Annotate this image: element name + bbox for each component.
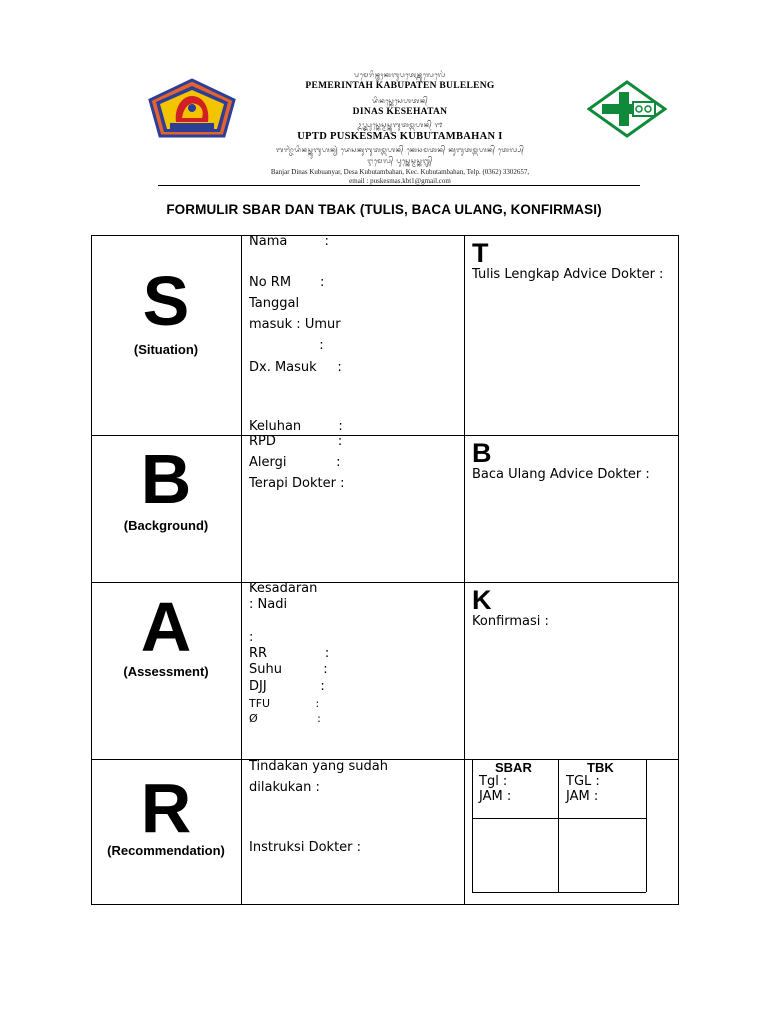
field-dilakukan: dilakukan : xyxy=(249,780,320,795)
table-col-divider-1 xyxy=(241,235,242,904)
letterhead-script-5: ᬇᬫᬾᬮ᭄ ᬧᬸᬲ᭄ᬓᬾᬲ᭄ᬫᬲ᭄ᬓᬩ᭄ᬢ᭄ xyxy=(367,157,433,165)
tbk-header: TBK xyxy=(587,760,614,775)
letterhead-department: DINAS KESEHATAN xyxy=(352,107,448,117)
field-terapi-dokter: Terapi Dokter : xyxy=(249,476,345,491)
situation-letter: S xyxy=(142,262,190,340)
field-rr: RR : xyxy=(249,646,330,661)
table-border-right xyxy=(678,235,679,904)
letterhead-government: PEMERINTAH KABUPATEN BULELENG xyxy=(305,81,495,91)
field-no-rm: No RM : xyxy=(249,275,325,290)
table-divider-b-a xyxy=(91,582,679,583)
tbk-jam: JAM : xyxy=(566,789,599,804)
recommendation-caption: (Recommendation) xyxy=(107,843,225,858)
field-diameter: Ø : xyxy=(249,712,321,725)
letterhead-script-1: ᬧᬫᬾᬭᬶᬦ᭄ᬢᬄᬓᬩᬸᬧᬢᬾᬦ᭄ᬩᬸᬮᬾᬮᬾᬂ xyxy=(354,71,446,79)
sign-border-left xyxy=(472,759,473,892)
baca-ulang-label: Baca Ulang Advice Dokter : xyxy=(472,467,650,482)
field-nama: Nama : xyxy=(249,234,329,249)
table-border-bottom xyxy=(91,904,679,905)
letterhead-address: Banjar Dinas Kubuanyar, Desa Kubutambahan, Kec. Kubutambahan, Telp. (0362) 3302657, xyxy=(270,168,530,176)
sbar-tgl: Tgl : xyxy=(479,774,508,789)
background-caption: (Background) xyxy=(123,518,209,533)
field-suhu: Suhu : xyxy=(249,662,328,677)
puskesmas-emblem-icon xyxy=(587,80,667,138)
situation-caption: (Situation) xyxy=(133,342,199,357)
letterhead-divider xyxy=(158,185,640,186)
letterhead xyxy=(160,68,640,188)
letterhead-script-3: ᬉᬧ᭄ᬢ᭄ᬤ᭄ᬧᬸᬲ᭄ᬓᬾᬲ᭄ᬫᬲ᭄ᬓᬸᬩᬸᬢᬫ᭄ᬩᬳᬦ᭄ ᭑ xyxy=(357,121,443,129)
letterhead-script-4: ᬩᬜ᭄ᬚᬃᬤᬶᬦᬲ᭄ᬓᬸᬩᬸᬳᬦ᭄ᬬᬃ ᬤᬾᬲᬓᬸᬩᬸᬢᬫ᭄ᬩᬳᬦ᭄ ᬓᬾᬘᬫᬢᬦ᭄ ᬓᬸᬩᬸᬢᬫ᭄ᬩᬳᬦ᭄ ᬢᬾᬮ᭄ᬧ᭄ xyxy=(275,146,525,154)
sign-col-divider xyxy=(558,759,559,892)
konfirmasi-letter: K xyxy=(472,585,492,615)
field-alergi: Alergi : xyxy=(249,455,341,470)
sign-border-bottom xyxy=(472,892,646,893)
letterhead-email: email : puskesmas.kbt1@gmail.com xyxy=(349,177,451,185)
field-tanggal: Tanggal xyxy=(249,296,300,311)
table-divider-s-b xyxy=(91,435,679,436)
field-umur-colon: : xyxy=(249,338,324,353)
sign-border-right xyxy=(646,759,647,892)
baca-ulang-letter: B xyxy=(472,438,492,468)
sign-divider xyxy=(472,818,646,819)
letterhead-unit: UPTD PUSKESMAS KUBUTAMBAHAN I xyxy=(297,131,503,142)
tulis-label: Tulis Lengkap Advice Dokter : xyxy=(472,267,664,282)
field-nadi-colon: : xyxy=(249,630,254,645)
table-col-divider-2 xyxy=(464,235,465,904)
letterhead-script-2: ᬤᬶᬦᬲ᭄ᬓᬾᬲᬾᬳᬢᬦ᭄ xyxy=(371,97,429,105)
konfirmasi-label: Konfirmasi : xyxy=(472,614,549,629)
assessment-caption: (Assessment) xyxy=(123,664,209,679)
background-letter: B xyxy=(140,440,192,518)
field-masuk-umur: masuk : Umur xyxy=(249,317,341,332)
field-instruksi-dokter: Instruksi Dokter : xyxy=(249,840,362,855)
tbk-tgl: TGL : xyxy=(566,774,600,789)
sbar-header: SBAR xyxy=(495,760,532,775)
tulis-letter: T xyxy=(472,238,489,268)
field-dx-masuk: Dx. Masuk : xyxy=(249,360,342,375)
form-title: FORMULIR SBAR DAN TBAK (TULIS, BACA ULANG, KONFIRMASI) xyxy=(166,202,602,217)
field-tfu: TFU : xyxy=(249,697,320,710)
field-tindakan: Tindakan yang sudah xyxy=(249,759,389,774)
field-rpd: RPD : xyxy=(249,434,343,449)
assessment-letter: A xyxy=(140,588,192,666)
field-nadi: : Nadi xyxy=(249,597,288,612)
field-djj: DJJ : xyxy=(249,679,325,694)
sbar-jam: JAM : xyxy=(479,789,512,804)
field-keluhan: Keluhan : xyxy=(249,419,343,434)
recommendation-letter: R xyxy=(140,769,192,847)
table-border-top xyxy=(91,235,679,236)
field-kesadaran: Kesadaran xyxy=(249,581,318,596)
